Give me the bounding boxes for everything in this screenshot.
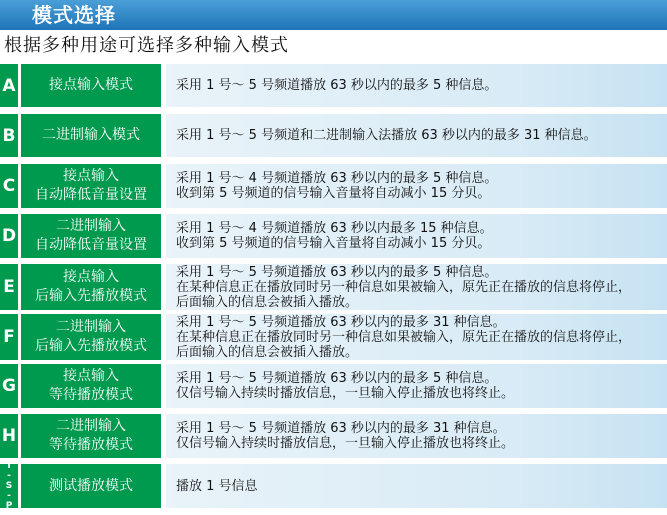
mode-description-line: 采用 1 号～ 5 号频道播放 63 秒以内的最多 5 种信息。 <box>176 371 498 386</box>
mode-letter: D <box>0 214 18 258</box>
mode-description <box>166 214 667 258</box>
mode-letter: H <box>0 414 18 458</box>
mode-description <box>166 464 667 508</box>
mode-name-line: 等待播放模式 <box>49 387 133 403</box>
mode-name <box>21 264 161 310</box>
mode-description-line: 在某种信息正在播放同时另一种信息如果被输入，原先正在播放的信息将停止， <box>176 329 632 345</box>
mode-letter: B <box>0 114 18 157</box>
page-title: 模式选择 <box>32 3 116 27</box>
mode-description-line: 采用 1 号～ 5 号频道播放 63 秒以内的最多 31 种信息。 <box>176 314 506 330</box>
mode-name-line: 测试播放模式 <box>49 477 133 494</box>
mode-name <box>21 414 161 458</box>
mode-name-line: 等待播放模式 <box>49 437 133 453</box>
mode-letter: G <box>0 364 18 408</box>
mode-description <box>166 114 667 157</box>
mode-description-line: 收到第 5 号频道的信号输入音量将自动减小 15 分贝。 <box>176 186 491 201</box>
mode-description-line: 仅信号输入持续时播放信息，一旦输入停止播放也将终止。 <box>176 386 515 401</box>
mode-row <box>0 64 667 107</box>
mode-row <box>0 214 667 258</box>
mode-description-line: 采用 1 号～ 5 号频道播放 63 秒以内的最多 31 种信息。 <box>176 421 506 436</box>
mode-name-line: 二进制输入 <box>56 218 126 234</box>
mode-row <box>0 114 667 157</box>
mode-letter: I - S - P <box>0 464 18 508</box>
mode-letter: E <box>0 264 18 310</box>
mode-description-line: 采用 1 号～ 5 号频道和二进制输入法播放 63 秒以内的最多 31 种信息。 <box>176 128 597 143</box>
mode-name-line: 二进制输入 <box>56 319 126 335</box>
mode-description-line: 采用 1 号～ 5 号频道播放 63 秒以内的最多 5 种信息。 <box>176 264 498 280</box>
mode-name-line: 二进制输入模式 <box>42 127 140 143</box>
mode-description-line: 仅信号输入持续时播放信息，一旦输入停止播放也将终止。 <box>176 436 515 451</box>
title-bar <box>0 0 667 30</box>
mode-row <box>0 364 667 408</box>
mode-description-line: 后面输入的信息会被插入播放。 <box>176 294 359 310</box>
mode-name-line: 后输入先播放模式 <box>35 288 147 304</box>
mode-letter: A <box>0 64 18 107</box>
mode-row <box>0 314 667 360</box>
mode-row <box>0 461 667 511</box>
mode-description-line: 采用 1 号～ 5 号频道播放 63 秒以内的最多 5 种信息。 <box>176 78 498 93</box>
mode-description-line: 在某种信息正在播放同时另一种信息如果被输入，原先正在播放的信息将停止， <box>176 279 632 295</box>
mode-name-line: 接点输入 <box>63 368 119 384</box>
mode-name-line: 接点输入 <box>63 269 119 285</box>
mode-description <box>166 364 667 408</box>
mode-description-line: 收到第 5 号频道的信号输入音量将自动减小 15 分贝。 <box>176 236 491 251</box>
mode-description-line: 采用 1 号～ 4 号频道播放 63 秒以内最多 15 种信息。 <box>176 221 493 236</box>
mode-row <box>0 414 667 458</box>
mode-name-line: 自动降低音量设置 <box>35 237 147 253</box>
mode-name <box>21 314 161 360</box>
mode-description <box>166 164 667 208</box>
mode-name-line: 自动降低音量设置 <box>35 187 147 203</box>
mode-description-line: 采用 1 号～ 4 号频道播放 63 秒以内的最多 5 种信息。 <box>176 171 498 186</box>
mode-name <box>21 464 161 508</box>
mode-letter: C <box>0 164 18 208</box>
mode-description <box>166 314 667 360</box>
page-subtitle: 根据多种用途可选择多种输入模式 <box>4 35 289 56</box>
mode-name-line: 二进制输入 <box>56 418 126 434</box>
mode-name <box>21 114 161 157</box>
mode-row <box>0 164 667 208</box>
mode-description <box>166 414 667 458</box>
mode-description-line: 播放 1 号信息 <box>176 478 258 494</box>
mode-name-line: 后输入先播放模式 <box>35 338 147 354</box>
mode-name <box>21 64 161 107</box>
mode-name-line: 接点输入 <box>63 168 119 184</box>
mode-row <box>0 264 667 310</box>
mode-letter: F <box>0 314 18 360</box>
mode-description <box>166 64 667 107</box>
mode-name <box>21 164 161 208</box>
mode-description-line: 后面输入的信息会被插入播放。 <box>176 344 359 360</box>
mode-name-line: 接点输入模式 <box>49 77 133 93</box>
mode-name <box>21 214 161 258</box>
mode-description <box>166 264 667 310</box>
mode-name <box>21 364 161 408</box>
